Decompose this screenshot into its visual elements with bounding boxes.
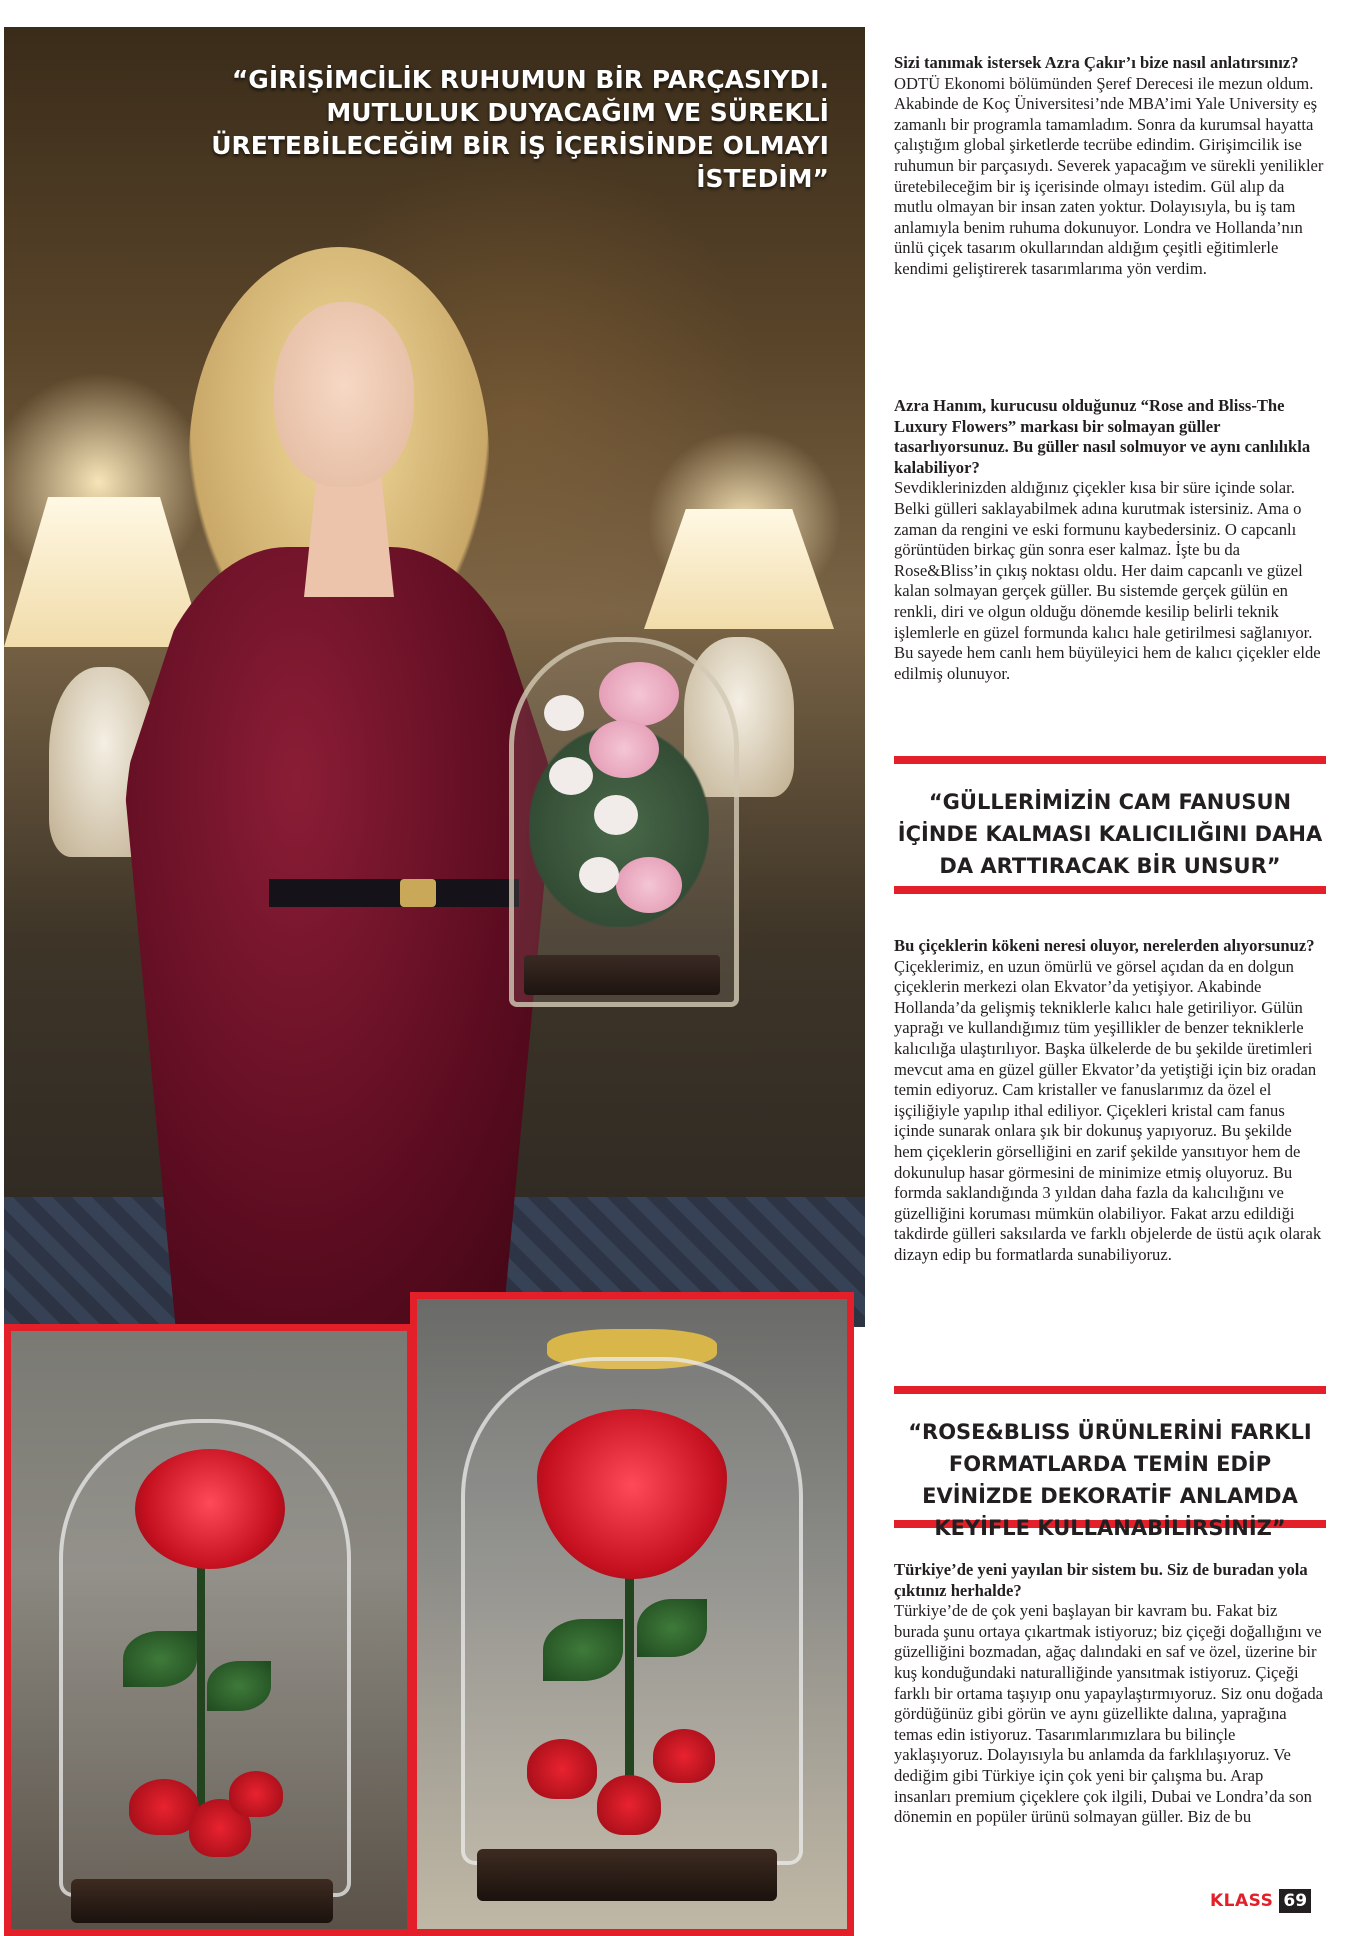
interview-question: Bu çiçeklerin kökeni neresi oluyor, nerelerden alıyorsunuz? [894,936,1315,955]
interview-question: Türkiye’de yeni yayılan bir sistem bu. Siz de buradan yola çıktınız herhalde? [894,1560,1308,1600]
velvet-dress [124,547,554,1327]
face [274,302,414,487]
interview-answer: Çiçeklerimiz, en uzun ömürlü ve görsel açıdan da en dolgun çiçeklerin merkezi olan Ekvator’da yetişiyor. Akabinde Hollanda’da gelişmiş tekniklerle kalıcı hale getiriliyor. Gülün yaprağı ve kullandığımız tüm yeşillikler de benzer tekniklerle kalıcılığa ulaştırılıyor. Başka ülkelerde de bu şekilde üretimleri mevcut ama en güzel güller Ekvator’da yetiştiği için biz oradan temin ediyoruz. Cam kristaller ve fanuslarımız da özel el işçiliğiyle yapılıp ithal ediliyor. Çiçekleri kristal cam fanus içinde sunarak onlara şık bir dokunuş yapıyoruz. Bu şekilde hem çiçeklerin görselliğini en zarif şekilde yansıtıyor hem de dokunulup hasar görmesini de minimize etmiş oluyoruz. Bu formda saklandığında 3 yıldan daha fazla da kalıcılığını ve güzelliğini koruması mümkün olabiliyor. Fakat arzu edildiği takdirde gülleri saksılarda ve farklı objelerde de üstü açık olarak dizayn edip bu formatlarda sunabiliyoruz. [894,956,1322,1264]
inset-photo-heart-rose [410,1292,854,1936]
rose-petal [527,1739,597,1799]
magazine-brand: KLASS [1210,1891,1274,1911]
rose-leaf [207,1661,271,1711]
pull-quote: “ROSE&BLISS ÜRÜNLERİNİ FARKLI FORMATLARDA TEMİN EDİP EVİNİZDE DEKORATİF ANLAMDA KEYİFLE KULLANABİLİRSİNİZ” [894,1386,1326,1528]
lamp-shade-right [644,509,834,629]
interview-question: Sizi tanımak istersek Azra Çakır’ı bize nasıl anlatırsınız? [894,53,1299,72]
glass-dome [509,637,739,1007]
rose-petal [229,1771,283,1817]
photo-quote: “GİRİŞİMCİLİK RUHUMUN BİR PARÇASIYDI. MUTLULUK DUYACAĞIM VE SÜREKLİ ÜRETEBİLECEĞİM BİR İŞ İÇERİSİNDE OLMAYI İSTEDİM” [211,65,829,193]
rose-stem [197,1546,205,1826]
belt [269,879,519,907]
inset-photo-single-rose [4,1324,414,1936]
pull-quote: “GÜLLERİMİZİN CAM FANUSUN İÇİNDE KALMASI KALICILIĞINI DAHA DA ARTTIRACAK BİR UNSUR” [894,756,1326,894]
rose-petal [653,1729,715,1783]
page-footer [1210,1889,1311,1913]
dome-base [71,1879,333,1923]
rose-leaf [123,1631,197,1687]
dome-base [524,955,720,995]
interview-answer: ODTÜ Ekonomi bölümünden Şeref Derecesi ile mezun oldum. Akabinde de Koç Üniversitesi’nde MBA’imi Yale University eş zamanlı bir programla tamamladım. Sonra da kurumsal hayatta çalıştığım global şirketlerde tecrübe edindim. Girişimcilik ise ruhumun bir parçasıydı. Severek yapacağım ve sürekli yenilikler üretebileceğim bir iş içerisinde olmayı istedim. Gül alıp da mutlu olmayan bir insan zaten yoktur. Dolayısıyla, bu iş tam anlamıyla benim ruhuma dokunuyor. Londra ve Hollanda’nın ünlü çiçek tasarım okullarından aldığım çeşitli eğitimlerle kendimi geliştirerek tasarımlarıma yön verdim. [894,73,1324,278]
red-rose [135,1449,285,1569]
interview-answer: Sevdiklerinizden aldığınız çiçekler kısa bir süre içinde solar. Belki gülleri saklayabilmek adına kurutmak istersiniz. Ama o zaman da rengini ve eski formunu kaybedersiniz. O capcanlı görüntüden birkaç gün sonra eser kalmaz. İşte bu da Rose&Bliss’in çıkış noktası oldu. Her daim capcanlı ve güzel kalan solmayan gerçek güller. Bu sistemde gerçek gülün en renkli, diri ve olgun olduğu dönemde kesilip belirli teknik işlemlerle en güzel formunda kalıcı hale getirilmesi sağlanıyor. Bu sayede hem canlı hem büyüleyici hem de kalıcı çiçekler elde edilmiş olunuyor. [894,478,1321,683]
interview-answer: Türkiye’de de çok yeni başlayan bir kavram bu. Fakat biz burada şunu ortaya çıkartmak istiyoruz; biz çiçeği doğallığını ve güzelliğini bozmadan, ağaç dalındaki en saf ve özel, üzerine bir kuş konduğundaki naturalliğinde yansıtmak istiyoruz. Çiçeği farklı bir ortama taşıyıp onu yapaylaştırmıyoruz. Siz onu doğada gördüğünüz gibi görün ve aynı güzellikte dalına, yaprağına temas edin istiyoruz. Tasarımlarımızlara bu bilinçle yaklaşıyoruz. Dolayısıyla bu anlamda da farklılaşıyoruz. Ve dediğim gibi Türkiye için çok yeni bir çalışma bu. Arap insanları premium çiçeklere çok ilgili, Dubai ve Londra’da son dönemin en popüler ürünü solmayan güller. Biz de bu [894,1601,1324,1827]
article-section [894,1560,1324,1828]
article-section [894,936,1324,1266]
lamp-shade-left [4,497,204,647]
interview-question: Azra Hanım, kurucusu olduğunuz “Rose and Bliss-The Luxury Flowers” markası bir solmayan güller tasarlıyorsunuz. Bu güller nasıl solmuyor ve aynı canlılıkla kalabiliyor? [894,396,1311,477]
main-photo [4,27,865,1327]
dome-base [477,1849,777,1901]
rose-leaf [543,1619,623,1681]
rose-petal [597,1775,661,1835]
article-section [894,396,1324,684]
page-number: 69 [1279,1889,1311,1913]
article-section [894,53,1324,280]
rose-leaf [637,1599,707,1657]
belt-buckle [400,879,436,907]
